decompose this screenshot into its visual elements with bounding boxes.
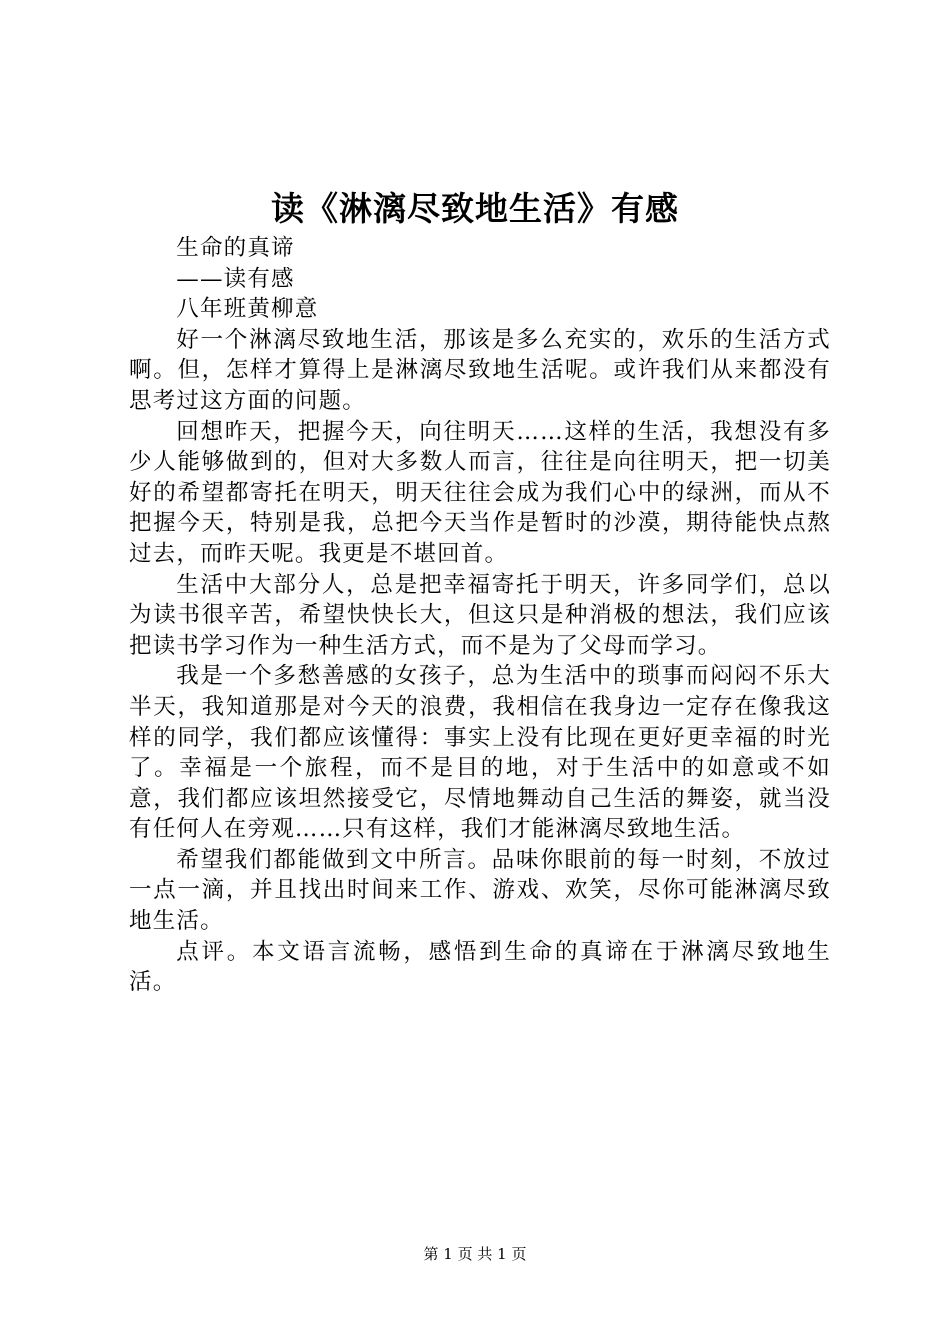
paragraph: 回想昨天，把握今天，向往明天……这样的生活，我想没有多少人能够做到的，但对大多数人而言，往往是向往明天，把一切美好的希望都寄托在明天，明天往往会成为我们心中的绿洲，而从不把握今天，特别是我，总把今天当作是暂时的沙漠，期待能快点熬过去，而昨天呢。我更是不堪回首。 [129,418,831,567]
paragraph-author: 八年班黄柳意 [176,296,319,323]
paragraph-subheading: ——读有感 [176,265,295,292]
paragraph: 希望我们都能做到文中所言。品味你眼前的每一时刻，不放过一点一滴，并且找出时间来工作、游戏、欢笑，尽你可能淋漓尽致地生活。 [129,846,831,935]
document-title: 读《淋漓尽致地生活》有感 [271,189,679,228]
paragraph-comment: 点评。本文语言流畅，感悟到生命的真谛在于淋漓尽致地生活。 [129,938,831,996]
document-body [129,233,831,998]
paragraph-subtitle: 生命的真谛 [176,235,295,261]
paragraph: 好一个淋漓尽致地生活，那该是多么充实的，欢乐的生活方式啊。但，怎样才算得上是淋漓尽致地生活呢。或许我们从来都没有思考过这方面的问题。 [129,326,831,414]
paragraph: 生活中大部分人，总是把幸福寄托于明天，许多同学们，总以为读书很辛苦，希望快快长大，但这只是种消极的想法，我们应该把读书学习作为一种生活方式，而不是为了父母而学习。 [129,571,831,659]
paragraph: 我是一个多愁善感的女孩子，总为生活中的琐事而闷闷不乐大半天，我知道那是对今天的浪费，我相信在我身边一定存在像我这样的同学，我们都应该懂得：事实上没有比现在更好更幸福的时光了。幸福是一个旅程，而不是目的地，对于生活中的如意或不如意，我们都应该坦然接受它，尽情地舞动自己生活的舞姿，就当没有任何人在旁观……只有这样，我们才能淋漓尽致地生活。 [129,663,831,843]
page-number-footer: 第 1 页 共 1 页 [423,1245,527,1263]
